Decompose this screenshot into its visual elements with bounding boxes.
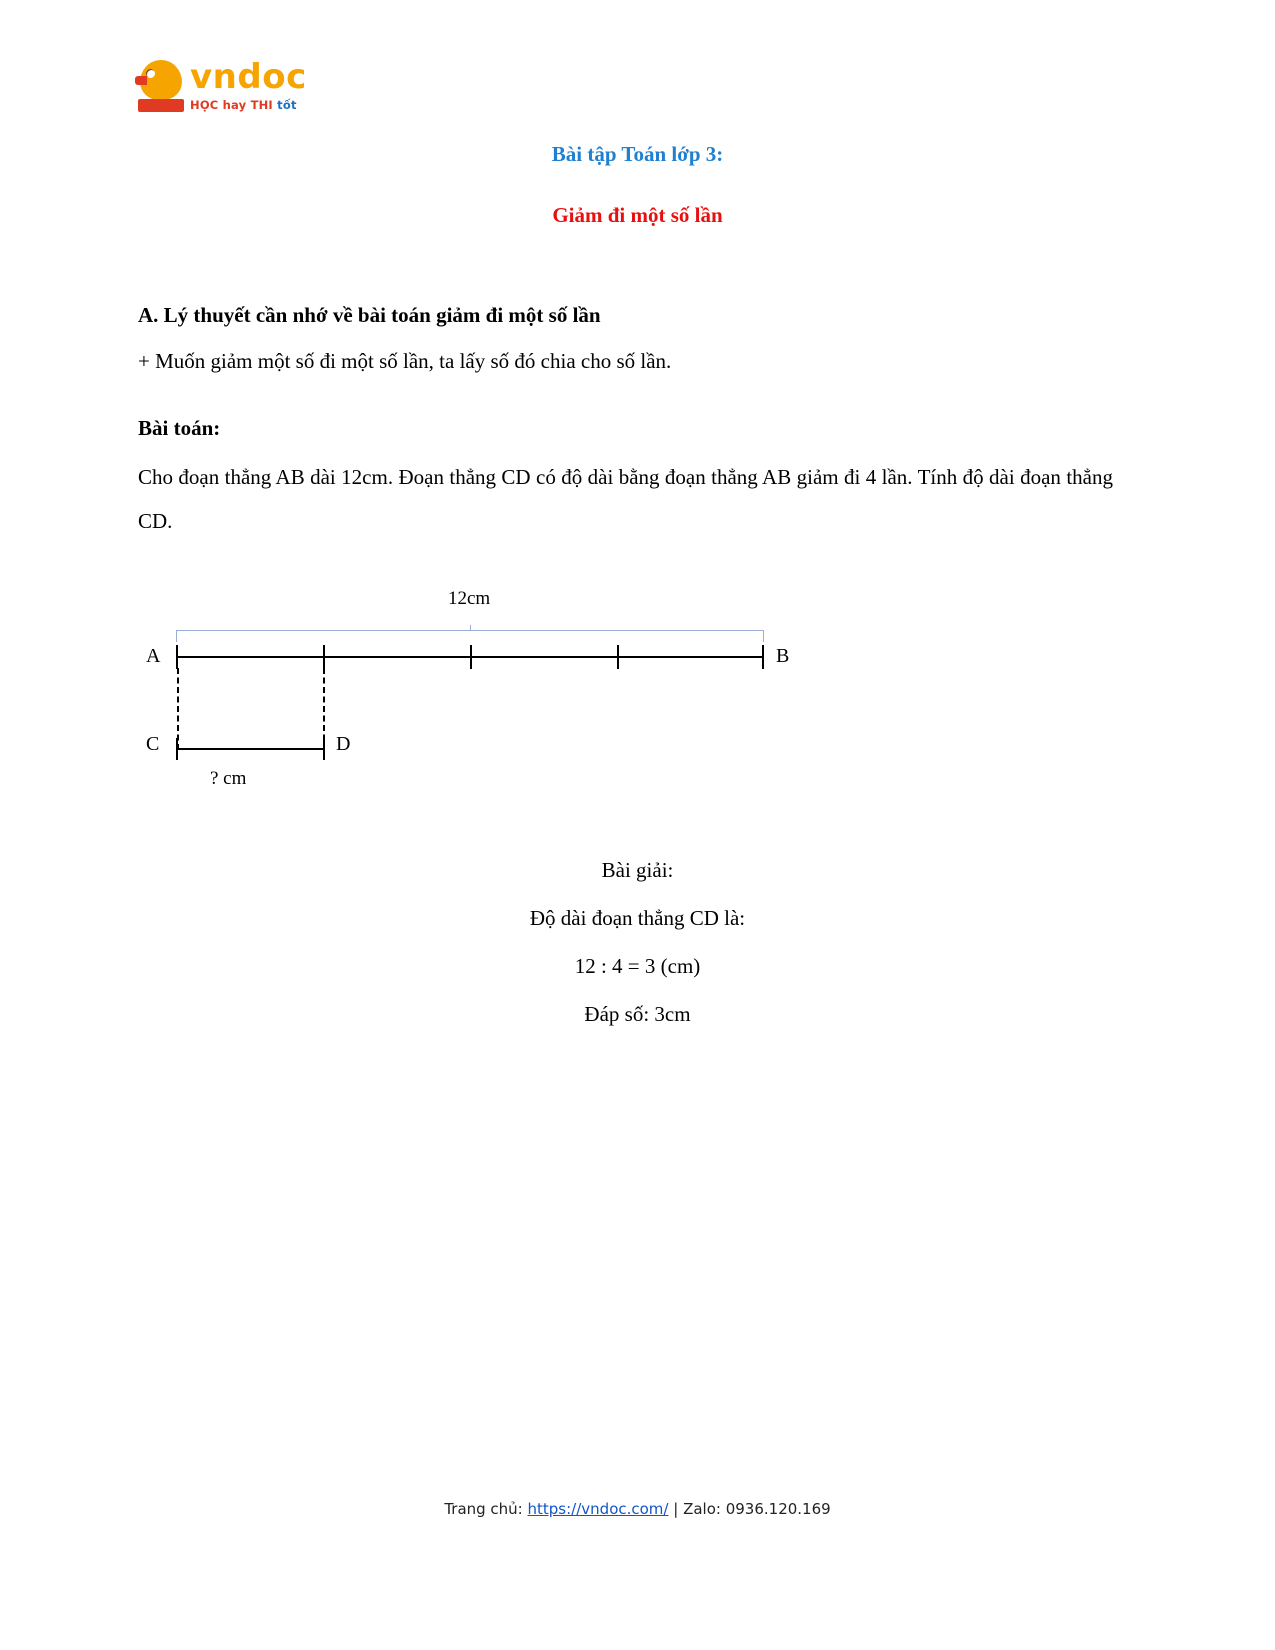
logo-base-bar [138,99,184,112]
page-title-secondary: Giảm đi một số lần [552,203,723,227]
problem-heading: Bài toán: [138,416,221,440]
bird-shape [140,60,182,100]
diagram-label-a: A [146,645,161,667]
diagram-segment-cd [176,748,324,750]
diagram-tick-3 [617,645,619,669]
logo-tagline-tot: tốt [277,98,297,112]
logo-text-block [190,57,307,112]
vndoc-logo[interactable] [138,57,308,122]
diagram-label-d: D [336,733,351,755]
diagram-cd-cap-right [323,738,325,760]
solution-line-3: Đáp số: 3cm [584,1002,691,1026]
logo-tagline-hoc: HỌC hay [190,98,247,112]
footer-prefix: Trang chủ: [444,1500,528,1518]
diagram-label-b: B [776,645,790,667]
diagram-tick-2 [470,645,472,669]
page-footer [0,1500,1275,1518]
page-title-primary: Bài tập Toán lớp 3: [551,142,724,166]
solution-heading: Bài giải: [601,858,674,882]
logo-tagline-thi: THI [250,98,273,112]
diagram-tick-0 [176,645,178,669]
diagram-label-c: C [146,733,160,755]
footer-link[interactable]: https://vndoc.com/ [527,1500,669,1518]
diagram-brace [176,630,764,642]
vndoc-bird-icon [138,60,184,112]
segment-diagram [138,588,838,803]
diagram-tick-4 [762,645,764,669]
theory-heading: A. Lý thuyết cần nhớ về bài toán giảm đi một số lần [138,303,601,327]
diagram-cd-cap-left [176,738,178,760]
document-body [138,300,1138,543]
problem-text: Cho đoạn thẳng AB dài 12cm. Đoạn thẳng CD có độ dài bằng đoạn thẳng AB giảm đi 4 lần. Tính độ dài đoạn thẳng CD. [138,465,1113,533]
diagram-length-label: 12cm [448,588,491,609]
diagram-brace-tick [470,625,471,631]
logo-wordmark: vndoc [190,57,307,97]
diagram-unknown-label: ? cm [210,768,247,789]
logo-tagline [190,98,307,112]
solution-block [0,855,1275,1047]
theory-text: + Muốn giảm một số đi một số lần, ta lấy số đó chia cho số lần. [138,349,672,373]
diagram-tick-1 [323,645,325,669]
solution-line-2: 12 : 4 = 3 (cm) [574,954,701,978]
footer-suffix: | Zalo: 0936.120.169 [668,1500,831,1518]
solution-line-1: Độ dài đoạn thẳng CD là: [529,906,746,930]
